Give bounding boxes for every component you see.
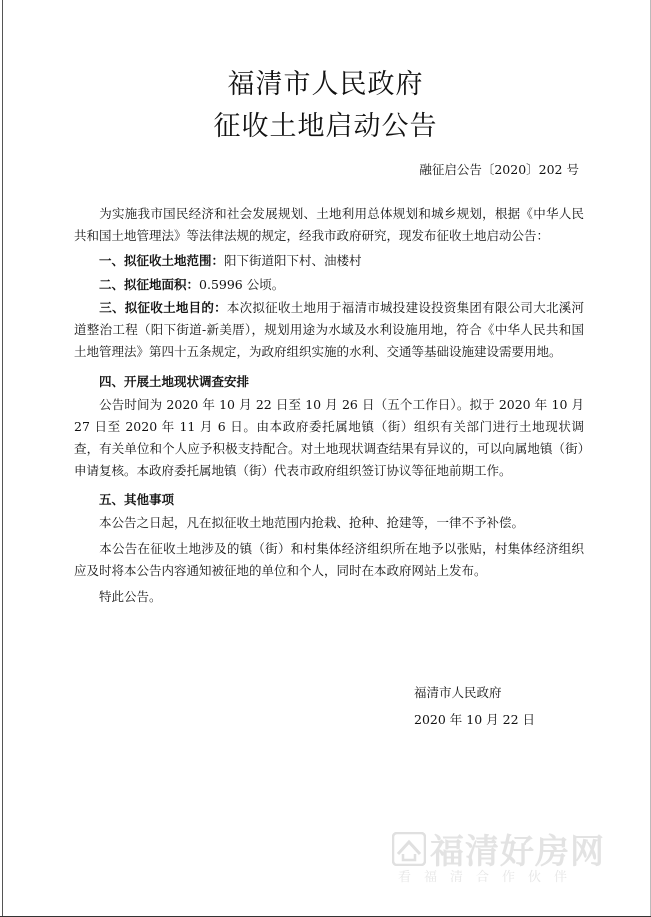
section-4-body — [74, 394, 584, 482]
section-4-text: 公告时间为 2020 年 10 月 22 日至 10 月 26 日（五个工作日）。拟于 2020 年 10 月 27 日至 2020 年 11 月 6 日。由本政府委托属地镇（街）组织有关部门进行土地现状调查，有关单位和个人应予积极支持配合。对土地现状调查结果有异议的，可以向属地镇（街）申请复核。本政府委托属地镇（街）代表市政府组织签订协议等征地前期工作。 — [74, 397, 584, 478]
section-1-heading: 一、拟征收土地范围： — [99, 253, 225, 268]
intro-text: 为实施我市国民经济和社会发展规划、土地利用总体规划和城乡规划，根据《中华人民共和国土地管理法》等法律法规的规定，经我市政府研究，现发布征收土地启动公告： — [74, 206, 584, 243]
closing-text: 特此公告。 — [99, 589, 162, 604]
section-2-text: 0.5996 公顷。 — [199, 277, 285, 292]
watermark — [392, 824, 617, 890]
section-2 — [74, 274, 584, 296]
section-5-text-2: 本公告在征收土地涉及的镇（街）和村集体经济组织所在地予以张贴，村集体经济组织应及时将本公告内容通知被征地的单位和个人，同时在本政府网站上发布。 — [74, 541, 584, 578]
section-4-heading-line — [74, 371, 584, 393]
signature-org: 福清市人民政府 — [414, 685, 502, 700]
title-line-1: 福清市人民政府 — [227, 69, 424, 100]
document-number: 融征启公告〔2020〕202 号 — [419, 162, 579, 177]
section-5-heading-line — [74, 489, 584, 511]
watermark-sub-text: 看福清合作伙伴 — [398, 870, 581, 885]
section-1-text: 阳下街道阳下村、油楼村 — [224, 253, 362, 268]
section-2-heading: 二、拟征地面积： — [99, 277, 200, 292]
section-1 — [74, 250, 584, 272]
section-5-paragraph-2 — [74, 538, 584, 582]
title-line-2: 征收土地启动公告 — [213, 111, 438, 142]
closing-paragraph — [74, 586, 584, 608]
section-5-paragraph-1 — [74, 512, 584, 534]
house-icon — [392, 832, 426, 866]
section-3 — [74, 297, 584, 363]
intro-paragraph — [74, 203, 584, 247]
watermark-main-text: 福清好房网 — [430, 832, 605, 872]
section-3-text: 本次拟征收土地用于福清市城投建设投资集团有限公司大北溪河道整治工程（阳下街道-新美厝），规划用途为水域及水利设施用地，符合《中华人民共和国土地管理法》第四十五条规定，为政府组织实施的水利、交通等基础设施建设需要用地。 — [74, 300, 584, 359]
section-4-heading: 四、开展土地现状调查安排 — [99, 374, 250, 389]
section-5-text-1: 本公告之日起，凡在拟征收土地范围内抢栽、抢种、抢建等，一律不予补偿。 — [99, 515, 525, 530]
section-5-heading: 五、其他事项 — [99, 492, 175, 507]
signature-date: 2020 年 10 月 22 日 — [414, 712, 535, 727]
section-3-heading: 三、拟征收土地目的： — [99, 300, 227, 315]
